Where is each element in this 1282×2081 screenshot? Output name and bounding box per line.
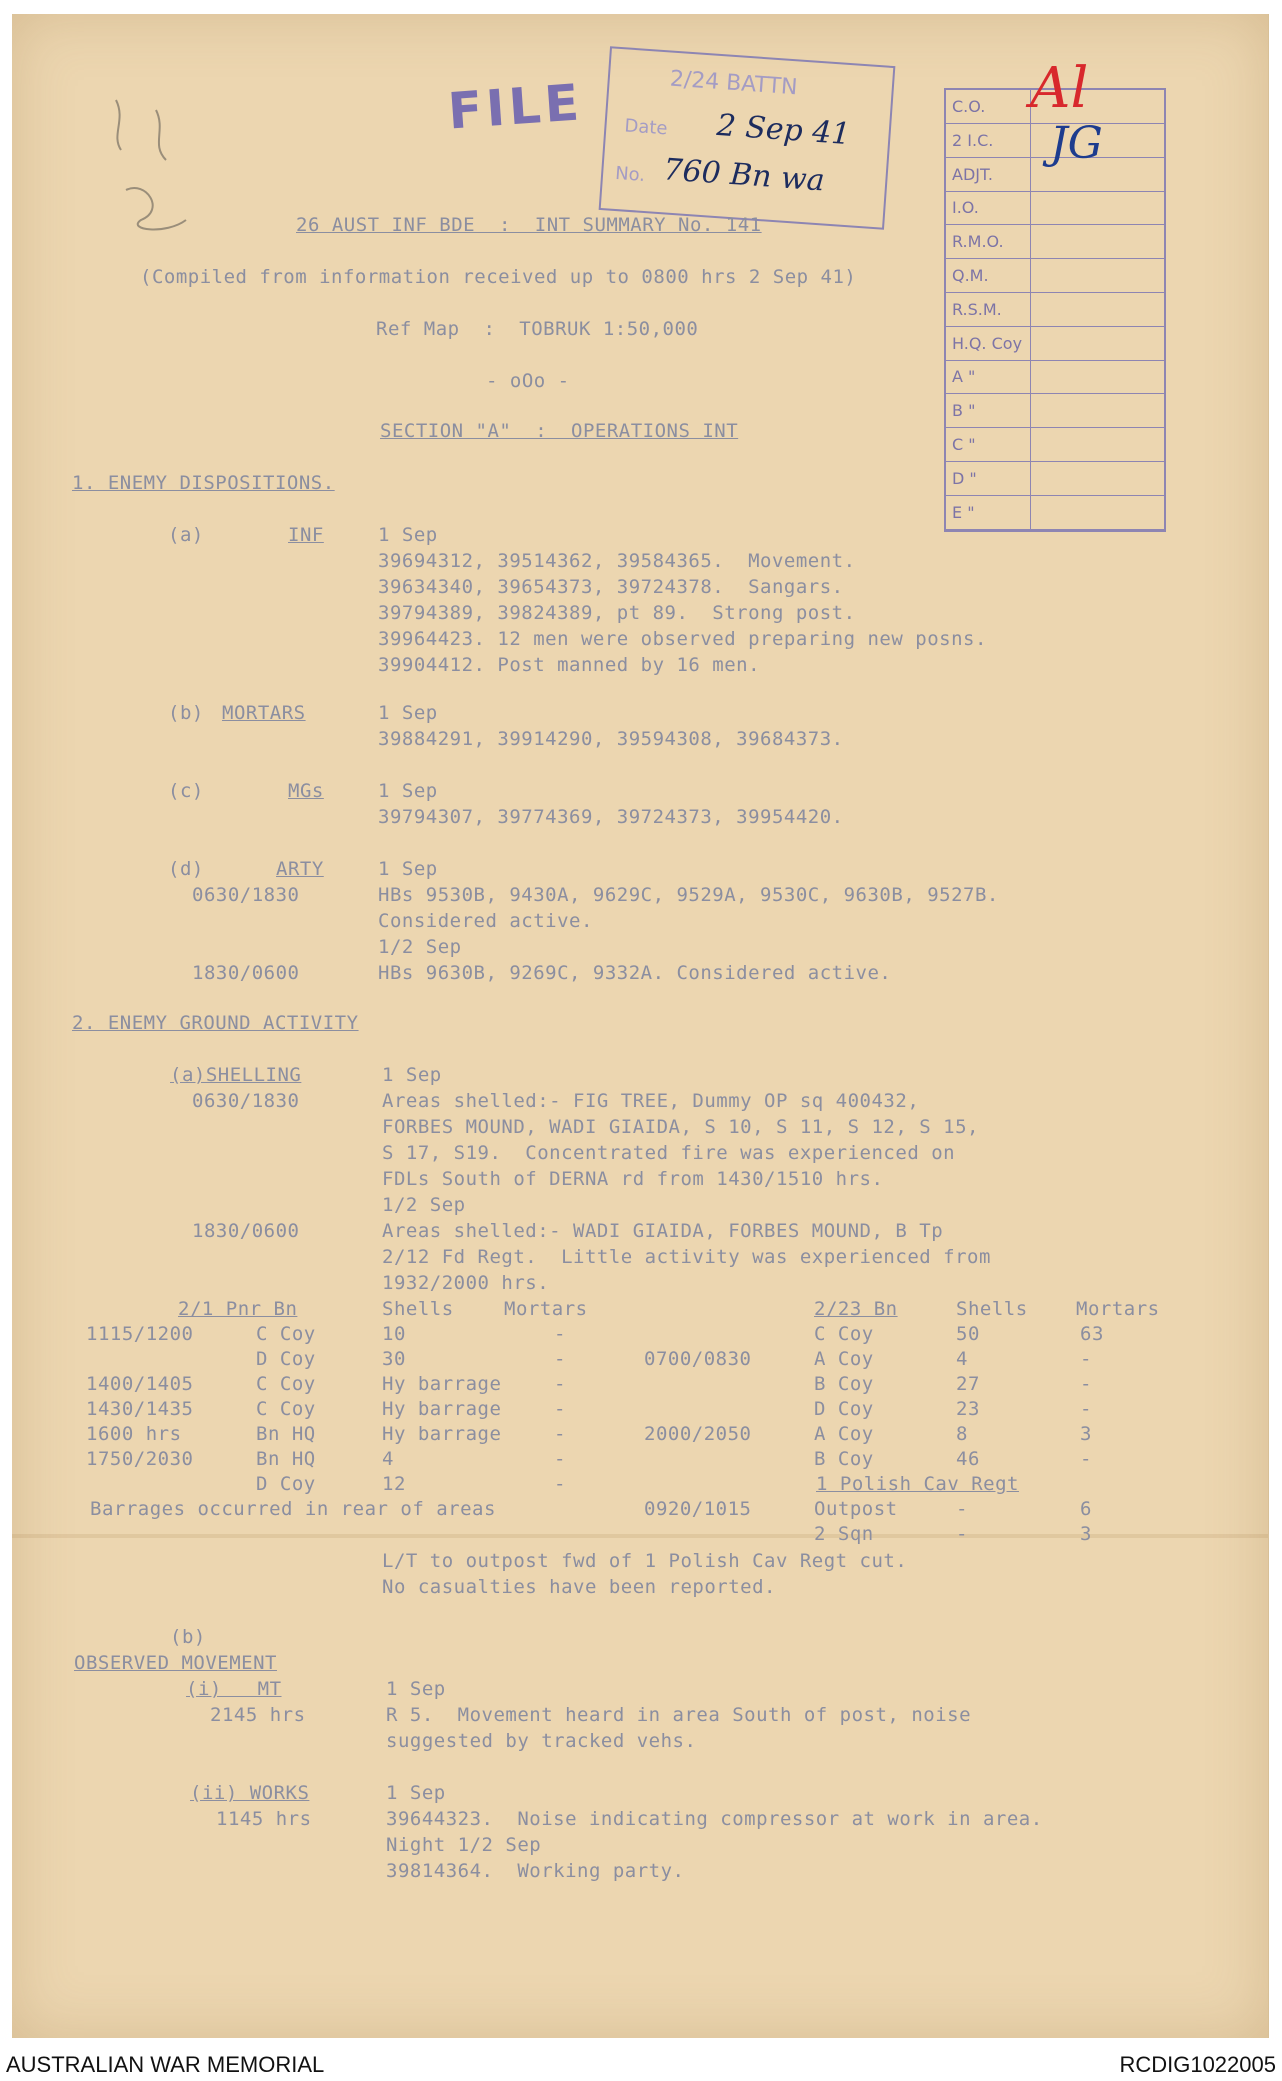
text-line: 39644323. Noise indicating compressor at work in area. bbox=[386, 1808, 1043, 1830]
right-table-cell: A Coy bbox=[814, 1423, 874, 1445]
routing-row bbox=[946, 225, 1164, 259]
ref-map: Ref Map : TOBRUK 1:50,000 bbox=[376, 318, 699, 340]
routing-row bbox=[946, 496, 1164, 530]
right-table-cell: 8 bbox=[956, 1423, 968, 1445]
routing-row bbox=[946, 394, 1164, 428]
left-table-cell: - bbox=[554, 1473, 566, 1495]
works-time: 1145 hrs bbox=[216, 1808, 312, 1830]
enemy-dispositions-heading: 1. ENEMY DISPOSITIONS. bbox=[72, 472, 335, 494]
observed-movement-title: OBSERVED MOVEMENT bbox=[74, 1652, 277, 1674]
left-table-cell: 30 bbox=[382, 1348, 406, 1370]
text-line: R 5. Movement heard in area South of post, noise bbox=[386, 1704, 972, 1726]
footer-right: RCDIG1022005 bbox=[1119, 2052, 1276, 2077]
left-table-cell: - bbox=[554, 1398, 566, 1420]
right-table-cell: 23 bbox=[956, 1398, 980, 1420]
left-table-cell: Hy barrage bbox=[382, 1398, 502, 1420]
right-table-cell: - bbox=[1080, 1373, 1092, 1395]
item-b2-label: (b) bbox=[170, 1626, 206, 1648]
red-initials: Al bbox=[1030, 56, 1089, 121]
left-table-cell: Bn HQ bbox=[256, 1423, 316, 1445]
text-line: Night 1/2 Sep bbox=[386, 1834, 542, 1856]
right-table-cell: - bbox=[1080, 1398, 1092, 1420]
left-table-cell: D Coy bbox=[256, 1348, 316, 1370]
text-line: 1/2 Sep bbox=[382, 1194, 466, 1216]
text-line: No casualties have been reported. bbox=[382, 1576, 776, 1598]
no-label: No. bbox=[614, 162, 646, 186]
text-line: L/T to outpost fwd of 1 Polish Cav Regt cut. bbox=[382, 1550, 908, 1572]
text-line: 39884291, 39914290, 39594308, 39684373. bbox=[378, 728, 844, 750]
date-handwritten: 2 Sep 41 bbox=[715, 107, 852, 153]
text-line: FORBES MOUND, WADI GIAIDA, S 10, S 11, S 12, S 15, bbox=[382, 1116, 979, 1138]
left-table-cell: 1115/1200 bbox=[86, 1323, 194, 1345]
item-b-title: MORTARS bbox=[222, 702, 306, 724]
item-d-time2: 1830/0600 bbox=[192, 962, 300, 984]
text-line: 39964423. 12 men were observed preparing new posns. bbox=[378, 628, 987, 650]
shelling-title: (a)SHELLING bbox=[170, 1064, 302, 1086]
left-table-cell: 1750/2030 bbox=[86, 1448, 194, 1470]
separator: - oOo - bbox=[486, 370, 570, 392]
routing-row bbox=[946, 428, 1164, 462]
item-d-line2: HBs 9630B, 9269C, 9332A. Considered active. bbox=[378, 962, 892, 984]
left-table-cell: Hy barrage bbox=[382, 1373, 502, 1395]
left-table-cell: Hy barrage bbox=[382, 1423, 502, 1445]
polish-table-cell: 6 bbox=[1080, 1498, 1092, 1520]
text-line: Areas shelled:- FIG TREE, Dummy OP sq 400432, bbox=[382, 1090, 920, 1112]
right-table-cell: 0700/0830 bbox=[644, 1348, 752, 1370]
left-table-cell: - bbox=[554, 1423, 566, 1445]
left-table-cell: - bbox=[554, 1373, 566, 1395]
polish-table-head: 1 Polish Cav Regt bbox=[816, 1473, 1019, 1495]
item-d-time1: 0630/1830 bbox=[192, 884, 300, 906]
text-line: 1 Sep bbox=[378, 702, 438, 724]
text-line: 39694312, 39514362, 39584365. Movement. bbox=[378, 550, 856, 572]
blue-initials: JG bbox=[1050, 118, 1103, 169]
polish-table-cell: - bbox=[956, 1523, 968, 1545]
left-table-cell: - bbox=[554, 1348, 566, 1370]
right-table-cell: 50 bbox=[956, 1323, 980, 1345]
item-a-label: (a) bbox=[168, 524, 204, 546]
routing-row-label: B " bbox=[952, 401, 976, 421]
text-line: Considered active. bbox=[378, 910, 593, 932]
routing-row-label: R.S.M. bbox=[952, 299, 1002, 319]
right-table-cell: 46 bbox=[956, 1448, 980, 1470]
routing-row bbox=[946, 293, 1164, 327]
left-table-cell: 1600 hrs bbox=[86, 1423, 182, 1445]
item-c-label: (c) bbox=[168, 780, 204, 802]
text-line: 1 Sep bbox=[378, 524, 438, 546]
footer-left: AUSTRALIAN WAR MEMORIAL bbox=[6, 2052, 325, 2077]
left-table-cell: 12 bbox=[382, 1473, 406, 1495]
item-d-label: (d) bbox=[168, 858, 204, 880]
left-table-head: Mortars bbox=[504, 1298, 588, 1320]
text-line: 39814364. Working party. bbox=[386, 1860, 685, 1882]
left-table-cell: C Coy bbox=[256, 1373, 316, 1395]
right-table-cell: 2000/2050 bbox=[644, 1423, 752, 1445]
polish-table-cell: Outpost bbox=[814, 1498, 898, 1520]
routing-row bbox=[946, 259, 1164, 293]
text-line: 1 Sep bbox=[386, 1678, 446, 1700]
right-table-cell: 27 bbox=[956, 1373, 980, 1395]
routing-row-label: E " bbox=[952, 502, 975, 522]
right-table-cell: C Coy bbox=[814, 1323, 874, 1345]
left-table-cell: C Coy bbox=[256, 1398, 316, 1420]
ground-activity-heading: 2. ENEMY GROUND ACTIVITY bbox=[72, 1012, 359, 1034]
pencil-marks bbox=[96, 90, 216, 240]
left-table-cell: Bn HQ bbox=[256, 1448, 316, 1470]
right-table-cell: A Coy bbox=[814, 1348, 874, 1370]
routing-row-label: ADJT. bbox=[952, 164, 993, 184]
left-table-cell: - bbox=[554, 1448, 566, 1470]
right-table-cell: B Coy bbox=[814, 1448, 874, 1470]
section-heading: SECTION "A" : OPERATIONS INT bbox=[380, 420, 739, 442]
left-table-head: 2/1 Pnr Bn bbox=[178, 1298, 298, 1320]
text-line: 1932/2000 hrs. bbox=[382, 1272, 550, 1294]
text-line: 1/2 Sep bbox=[378, 936, 462, 958]
routing-row-label: C " bbox=[952, 435, 976, 454]
routing-row bbox=[946, 191, 1164, 225]
text-line: Areas shelled:- WADI GIAIDA, FORBES MOUND, B Tp bbox=[382, 1220, 944, 1242]
right-table-cell: - bbox=[1080, 1448, 1092, 1470]
compiled-line: (Compiled from information received up to 0800 hrs 2 Sep 41) bbox=[140, 266, 857, 288]
left-table-cell: D Coy bbox=[256, 1473, 316, 1495]
text-line: 1 Sep bbox=[378, 780, 438, 802]
text-line: 1 Sep bbox=[378, 858, 438, 880]
shelling-time1: 0630/1830 bbox=[192, 1090, 300, 1112]
text-line: HBs 9530B, 9430A, 9629C, 9529A, 9530C, 9630B, 9527B. bbox=[378, 884, 999, 906]
routing-row bbox=[946, 360, 1164, 394]
left-table-cell: C Coy bbox=[256, 1323, 316, 1345]
polish-table-cell: 2 Sqn bbox=[814, 1523, 874, 1545]
right-table-cell: B Coy bbox=[814, 1373, 874, 1395]
right-table-cell: - bbox=[1080, 1348, 1092, 1370]
date-label: Date bbox=[623, 115, 669, 140]
routing-row-label: R.M.O. bbox=[952, 232, 1004, 252]
file-stamp: FILE bbox=[446, 73, 585, 141]
text-line: 39904412. Post manned by 16 men. bbox=[378, 654, 761, 676]
left-table-cell: 10 bbox=[382, 1323, 406, 1345]
item-a-title: INF bbox=[288, 524, 324, 546]
text-line: S 17, S19. Concentrated fire was experienced on bbox=[382, 1142, 956, 1164]
number-handwritten: 760 Bn wa bbox=[662, 152, 826, 199]
right-table-head: Shells bbox=[956, 1298, 1028, 1320]
routing-row-label: I.O. bbox=[952, 198, 979, 218]
polish-table-cell: 0920/1015 bbox=[644, 1498, 752, 1520]
mt-time: 2145 hrs bbox=[210, 1704, 306, 1726]
routing-row-label: D " bbox=[952, 468, 977, 488]
battalion-stamp bbox=[599, 46, 896, 230]
left-table-head: Shells bbox=[382, 1298, 454, 1320]
item-d-title: ARTY bbox=[276, 858, 324, 880]
left-table-footnote: Barrages occurred in rear of areas bbox=[90, 1498, 496, 1520]
routing-row bbox=[946, 327, 1164, 361]
item-b-label: (b) bbox=[168, 702, 204, 724]
text-line: suggested by tracked vehs. bbox=[386, 1730, 697, 1752]
left-table-cell: 4 bbox=[382, 1448, 394, 1470]
text-line: 39794389, 39824389, pt 89. Strong post. bbox=[378, 602, 856, 624]
left-table-cell: - bbox=[554, 1323, 566, 1345]
text-line: 39634340, 39654373, 39724378. Sangars. bbox=[378, 576, 844, 598]
routing-row-label: A " bbox=[952, 367, 976, 387]
text-line: FDLs South of DERNA rd from 1430/1510 hrs. bbox=[382, 1168, 884, 1190]
routing-row-label: C.O. bbox=[952, 97, 986, 116]
shelling-time2: 1830/0600 bbox=[192, 1220, 300, 1242]
polish-table-cell: 3 bbox=[1080, 1523, 1092, 1545]
routing-row bbox=[946, 462, 1164, 496]
summary-title: 26 AUST INF BDE : INT SUMMARY No. 141 bbox=[296, 214, 762, 236]
left-table-cell: 1400/1405 bbox=[86, 1373, 194, 1395]
text-line: 1 Sep bbox=[382, 1064, 442, 1086]
works-title: (ii) WORKS bbox=[190, 1782, 310, 1804]
text-line: 39794307, 39774369, 39724373, 39954420. bbox=[378, 806, 844, 828]
item-c-title: MGs bbox=[288, 780, 324, 802]
routing-row-label: 2 I.C. bbox=[952, 130, 994, 150]
routing-row-label: Q.M. bbox=[952, 266, 989, 285]
right-table-cell: 3 bbox=[1080, 1423, 1092, 1445]
mt-title: (i) MT bbox=[186, 1678, 282, 1700]
right-table-cell: 63 bbox=[1080, 1323, 1104, 1345]
text-line: 1 Sep bbox=[386, 1782, 446, 1804]
left-table-cell: 1430/1435 bbox=[86, 1398, 194, 1420]
routing-row-label: H.Q. Coy bbox=[952, 333, 1023, 353]
right-table-head: Mortars bbox=[1076, 1298, 1160, 1320]
right-table-cell: D Coy bbox=[814, 1398, 874, 1420]
battalion-stamp-title: 2/24 BATTN bbox=[669, 66, 799, 101]
right-table-head: 2/23 Bn bbox=[814, 1298, 898, 1320]
text-line: 2/12 Fd Regt. Little activity was experienced from bbox=[382, 1246, 991, 1268]
polish-table-cell: - bbox=[956, 1498, 968, 1520]
right-table-cell: 4 bbox=[956, 1348, 968, 1370]
